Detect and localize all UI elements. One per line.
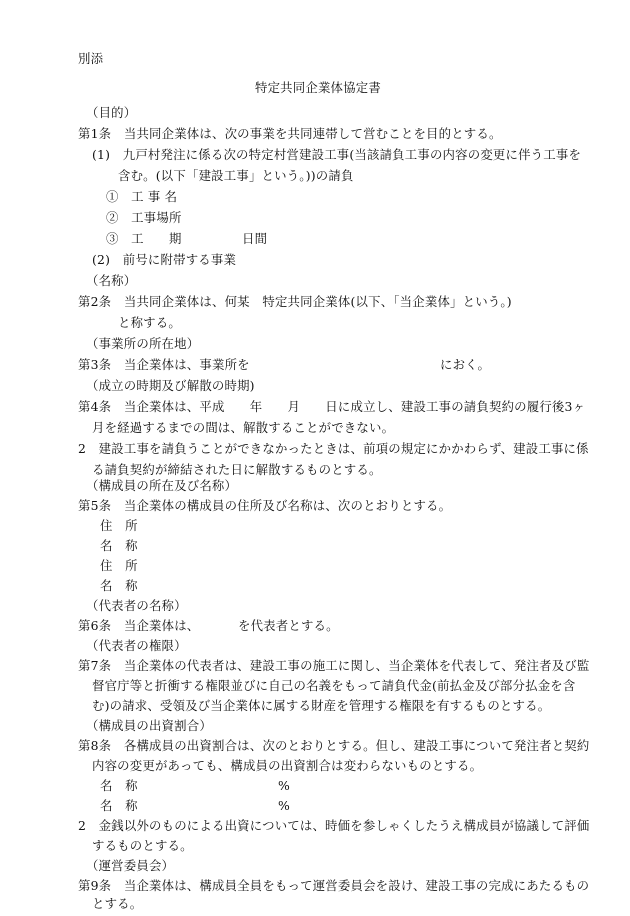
article-3-text: 第3条 当企業体は、事業所を [78,357,250,372]
article-1-item-2: (2) 前号に附帯する事業 [92,252,237,267]
article-1-subitem-2: ② 工事場所 [106,210,182,225]
article-1-item-1-line-2: 含む。(以下「建設工事」という。))の請負 [118,168,354,183]
article-4-heading: （成立の時期及び解散の時期) [86,378,255,393]
article-4-para-2-line-2: る請負契約が締結された日に解散するものとする。 [92,462,382,477]
article-9-heading: （運営委員会） [86,858,175,873]
article-7-text-line-3: む)の請求、受領及び当企業体に属する財産を管理する権限を有するものとする。 [92,698,551,713]
article-8-para-2-line-1: 2 金銭以外のものによる出資については、時価を参しゃくしたうえ構成員が協議して評価 [78,818,590,833]
article-2-text-line-1: 第2条 当共同企業体は、何某 特定共同企業体(以下、「当企業体」という。) [78,294,512,309]
article-8-text-line-2: 内容の変更があっても、構成員の出資割合は変わらないものとする。 [92,758,483,773]
member-1-address-label: 住 所 [100,518,138,533]
article-5-heading: （構成員の所在及び名称） [86,478,238,493]
article-1-subitem-3: ③ 工 期 [106,231,182,246]
share-1-name-label: 名 称 [100,778,138,793]
article-4-text-line-2: 月を経過するまでの間は、解散することができない。 [92,420,395,435]
attachment-label: 別添 [78,51,104,66]
article-9-text-line-2: とする。 [92,896,143,911]
article-6-text-end: を代表者とする。 [238,618,339,633]
article-1-text: 第1条 当共同企業体は、次の事業を共同連帯して営むことを目的とする。 [78,126,502,141]
article-4-text-line-1: 第4条 当企業体は、平成 年 月 日に成立し、建設工事の請負契約の履行後3ヶ [78,399,586,414]
article-8-heading: （構成員の出資割合） [86,718,212,733]
article-2-heading: （名称） [86,273,137,288]
article-8-para-2-line-2: するものとする。 [92,838,193,853]
article-1-item-1-line-1: (1) 九戸村発注に係る次の特定村営建設工事(当該請負工事の内容の変更に伴う工事を [92,147,582,162]
member-2-name-label: 名 称 [100,578,138,593]
share-1-percent: % [278,778,290,793]
article-6-heading: （代表者の名称） [86,598,187,613]
member-2-address-label: 住 所 [100,558,138,573]
article-7-text-line-2: 督官庁等と折衝する権限並びに自己の名義をもって請負代金(前払金及び部分払金を含 [92,678,576,693]
article-8-text-line-1: 第8条 各構成員の出資割合は、次のとおりとする。但し、建設工事について発注者と契約 [78,738,590,753]
article-3-heading: （事業所の所在地） [86,336,200,351]
article-1-subitem-3-days: 日間 [242,231,268,246]
article-3-text-end: におく。 [440,357,491,372]
article-2-text-line-2: と称する。 [118,315,181,330]
share-2-name-label: 名 称 [100,798,138,813]
article-9-text-line-1: 第9条 当企業体は、構成員全員をもって運営委員会を設け、建設工事の完成にあたるもの [78,878,590,893]
article-7-heading: （代表者の権限） [86,638,187,653]
member-1-name-label: 名 称 [100,538,138,553]
article-5-text: 第5条 当企業体の構成員の住所及び名称は、次のとおりとする。 [78,498,452,513]
article-1-heading: （目的） [86,105,137,120]
article-4-para-2-line-1: 2 建設工事を請負うことができなかったときは、前項の規定にかかわらず、建設工事に係 [78,441,589,456]
article-1-subitem-1: ① 工 事 名 [106,189,178,204]
article-6-text: 第6条 当企業体は、 [78,618,200,633]
document-title: 特定共同企業体協定書 [255,80,381,95]
article-7-text-line-1: 第7条 当企業体の代表者は、建設工事の施工に関し、当企業体を代表して、発注者及び監 [78,658,590,673]
share-2-percent: % [278,798,290,813]
